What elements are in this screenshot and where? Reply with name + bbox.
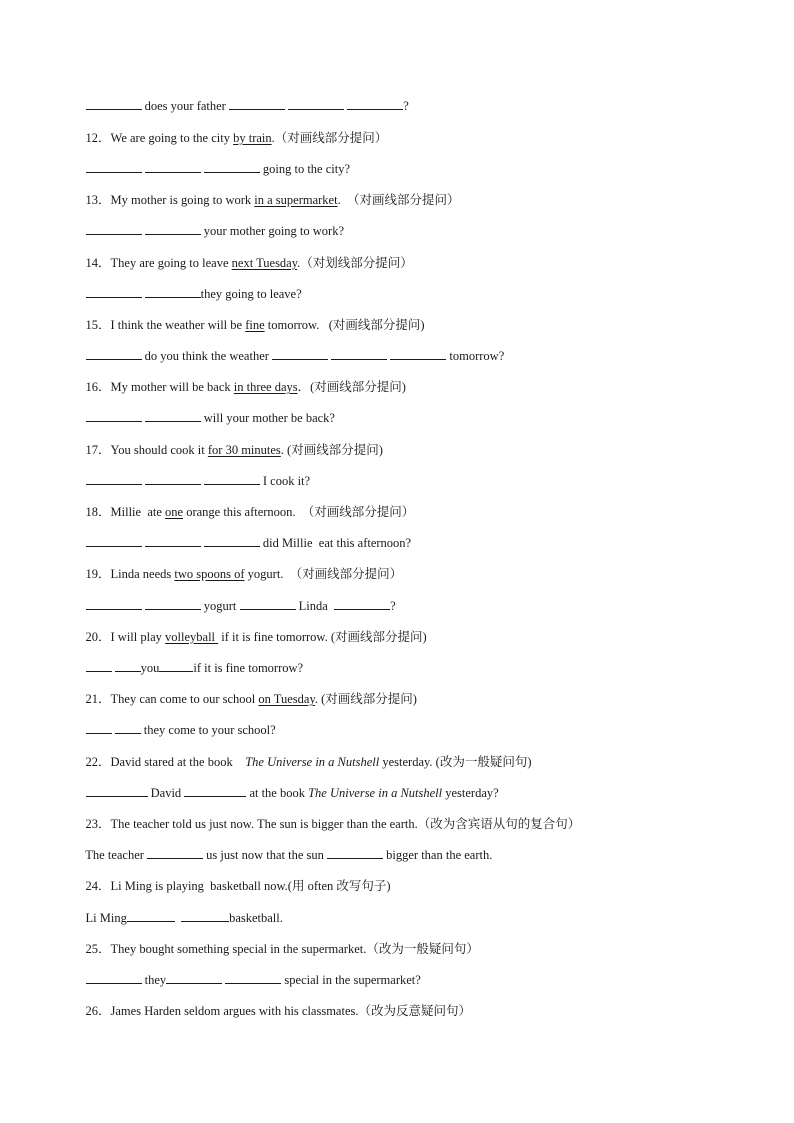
underlined-phrase: on Tuesday xyxy=(258,692,315,706)
answer-blank[interactable] xyxy=(86,222,142,235)
prompt-instruction: yesterday. (改为一般疑问句) xyxy=(379,755,532,769)
question-number: 25． xyxy=(85,942,111,956)
question-number: 23． xyxy=(85,817,111,831)
prompt-text: You should cook it xyxy=(110,443,208,457)
answer-blank[interactable] xyxy=(86,721,112,734)
answer-blank[interactable] xyxy=(86,409,142,422)
q20-answer-line xyxy=(73,641,304,675)
answer-text: they xyxy=(144,973,167,987)
answer-blank[interactable] xyxy=(240,597,296,610)
answer-blank[interactable] xyxy=(184,784,246,797)
answer-blank[interactable] xyxy=(145,285,201,298)
answer-text: you xyxy=(140,661,160,675)
q18-prompt xyxy=(73,485,415,519)
q26-prompt xyxy=(73,984,471,1018)
answer-blank[interactable] xyxy=(86,784,148,797)
prompt-instruction: . （对画线部分提问） xyxy=(337,193,460,207)
answer-blank[interactable] xyxy=(145,160,201,173)
prompt-text: They bought something special in the supermarket.（改为一般疑问句） xyxy=(110,942,479,956)
prompt-text: They can come to our school xyxy=(110,692,259,706)
prompt-instruction: .（对划线部分提问） xyxy=(297,256,413,270)
answer-blank[interactable] xyxy=(327,846,383,859)
answer-blank[interactable] xyxy=(86,347,142,360)
answer-text: your mother going to work? xyxy=(203,224,345,238)
answer-blank[interactable] xyxy=(86,97,142,110)
q13-prompt xyxy=(73,173,460,207)
prompt-text: James Harden seldom argues with his classmates.（改为反意疑问句） xyxy=(110,1004,471,1018)
question-number: 12． xyxy=(85,131,111,145)
answer-text: yogurt xyxy=(203,599,237,613)
answer-blank[interactable] xyxy=(334,597,390,610)
q24-prompt xyxy=(73,859,391,893)
q21-answer-line xyxy=(73,703,276,737)
book-title: The Universe in a Nutshell xyxy=(308,786,443,800)
q14-prompt xyxy=(73,236,413,270)
answer-blank[interactable] xyxy=(147,846,203,859)
q15-answer-line xyxy=(73,329,505,363)
answer-text: will your mother be back? xyxy=(203,411,335,425)
answer-text: I cook it? xyxy=(262,474,311,488)
question-number: 26． xyxy=(85,1004,111,1018)
question-number: 14． xyxy=(85,256,111,270)
prompt-instruction: . (对画线部分提问) xyxy=(314,692,417,706)
answer-text: bigger than the earth. xyxy=(386,848,493,862)
question-number: 16． xyxy=(85,380,111,394)
q20-prompt xyxy=(73,610,427,644)
answer-text: us just now that the sun xyxy=(206,848,324,862)
prompt-text: They are going to leave xyxy=(110,256,232,270)
q22-answer-line xyxy=(73,766,499,800)
answer-text: yesterday? xyxy=(442,786,499,800)
underlined-phrase: by train xyxy=(233,131,272,145)
q12-answer-line xyxy=(73,142,351,176)
prompt-text: My mother is going to work xyxy=(110,193,255,207)
question-number: 13． xyxy=(85,193,111,207)
answer-text: Li Ming xyxy=(85,911,127,925)
q15-prompt xyxy=(73,298,425,332)
q14-answer-line xyxy=(73,267,302,301)
answer-blank[interactable] xyxy=(331,347,387,360)
underlined-phrase: fine xyxy=(245,318,265,332)
answer-blank[interactable] xyxy=(127,909,175,922)
question-number: 20． xyxy=(85,630,111,644)
answer-blank[interactable] xyxy=(204,472,260,485)
answer-text: do you think the weather xyxy=(144,349,269,363)
answer-blank[interactable] xyxy=(347,97,403,110)
underlined-phrase: two spoons of xyxy=(174,567,245,581)
underlined-phrase: volleyball xyxy=(165,630,219,644)
answer-blank[interactable] xyxy=(86,534,142,547)
underlined-phrase: next Tuesday xyxy=(231,256,298,270)
book-title: The Universe in a Nutshell xyxy=(245,755,380,769)
prompt-instruction: yogurt. （对画线部分提问） xyxy=(244,567,403,581)
answer-blank[interactable] xyxy=(159,659,193,672)
prompt-text: I think the weather will be xyxy=(110,318,246,332)
prompt-text: We are going to the city xyxy=(110,131,234,145)
prompt-text: Li Ming is playing basketball now.(用 often 改写句子) xyxy=(110,879,391,893)
question-number: 22． xyxy=(85,755,111,769)
question-number: 19． xyxy=(85,567,111,581)
answer-blank[interactable] xyxy=(204,534,260,547)
answer-blank[interactable] xyxy=(181,909,229,922)
q16-prompt xyxy=(73,360,406,394)
answer-text: if it is fine tomorrow? xyxy=(193,661,304,675)
q11-answer-line: does your father ? xyxy=(73,79,409,97)
answer-blank[interactable] xyxy=(86,971,142,984)
prompt-instruction: .（对画线部分提问） xyxy=(271,131,388,145)
answer-text: tomorrow? xyxy=(449,349,505,363)
answer-text: did Millie eat this afternoon? xyxy=(262,536,412,550)
answer-text: special in the supermarket? xyxy=(284,973,421,987)
answer-blank[interactable] xyxy=(229,97,285,110)
q19-prompt xyxy=(73,547,403,581)
prompt-text: Millie ate xyxy=(110,505,166,519)
answer-blank[interactable] xyxy=(86,160,142,173)
q16-answer-line xyxy=(73,391,335,425)
q17-prompt xyxy=(73,423,383,457)
question-number: 15． xyxy=(85,318,111,332)
q17-answer-line xyxy=(73,454,311,488)
answer-blank[interactable] xyxy=(145,409,201,422)
q25-prompt xyxy=(73,922,479,956)
answer-blank[interactable] xyxy=(272,347,328,360)
prompt-text: David stared at the book xyxy=(110,755,246,769)
answer-blank[interactable] xyxy=(115,659,141,672)
question-number: 17． xyxy=(85,443,111,457)
answer-blank[interactable] xyxy=(145,222,201,235)
q24-answer-line xyxy=(73,891,283,925)
prompt-instruction: if it is fine tomorrow. (对画线部分提问) xyxy=(218,630,427,644)
answer-text: David xyxy=(150,786,182,800)
question-number: 21． xyxy=(85,692,111,706)
answer-blank[interactable] xyxy=(145,534,201,547)
answer-blank[interactable] xyxy=(115,721,141,734)
question-number: 24． xyxy=(85,879,111,893)
answer-blank[interactable] xyxy=(145,597,201,610)
q18-answer-line xyxy=(73,516,412,550)
answer-blank[interactable] xyxy=(145,472,201,485)
prompt-text: I will play xyxy=(110,630,166,644)
prompt-text: The teacher told us just now. The sun is bigger than the earth.（改为含宾语从句的复合句） xyxy=(110,817,581,831)
q21-prompt xyxy=(73,672,417,706)
underlined-phrase: for 30 minutes xyxy=(207,443,281,457)
answer-text: Linda xyxy=(298,599,328,613)
answer-blank[interactable] xyxy=(166,971,222,984)
q19-answer-line xyxy=(73,579,396,613)
prompt-instruction: tomorrow. (对画线部分提问) xyxy=(264,318,425,332)
answer-text: they going to leave? xyxy=(200,287,302,301)
answer-text: The teacher xyxy=(85,848,144,862)
q12-prompt xyxy=(73,111,388,145)
answer-text: at the book xyxy=(249,786,309,800)
underlined-phrase: in three days xyxy=(233,380,298,394)
answer-blank[interactable] xyxy=(86,659,112,672)
answer-text: basketball. xyxy=(229,911,283,925)
prompt-instruction: orange this afternoon. （对画线部分提问） xyxy=(183,505,415,519)
q25-answer-line xyxy=(73,953,421,987)
answer-blank[interactable] xyxy=(86,285,142,298)
answer-blank[interactable] xyxy=(204,160,260,173)
q22-prompt xyxy=(73,735,532,769)
q13-answer-line xyxy=(73,204,345,238)
answer-text: ? xyxy=(390,599,396,613)
question-number: 18． xyxy=(85,505,111,519)
q23-answer-line xyxy=(73,828,493,862)
underlined-phrase: in a supermarket xyxy=(254,193,338,207)
answer-blank[interactable] xyxy=(86,597,142,610)
answer-text: going to the city? xyxy=(262,162,351,176)
q23-prompt xyxy=(73,797,581,831)
prompt-instruction: ．(对画线部分提问) xyxy=(297,380,406,394)
answer-blank[interactable] xyxy=(288,97,344,110)
answer-blank[interactable] xyxy=(86,472,142,485)
answer-blank[interactable] xyxy=(225,971,281,984)
answer-text: they come to your school? xyxy=(143,723,276,737)
underlined-phrase: one xyxy=(165,505,184,519)
answer-blank[interactable] xyxy=(390,347,446,360)
prompt-text: Linda needs xyxy=(110,567,175,581)
prompt-instruction: . (对画线部分提问) xyxy=(280,443,383,457)
prompt-text: My mother will be back xyxy=(110,380,234,394)
